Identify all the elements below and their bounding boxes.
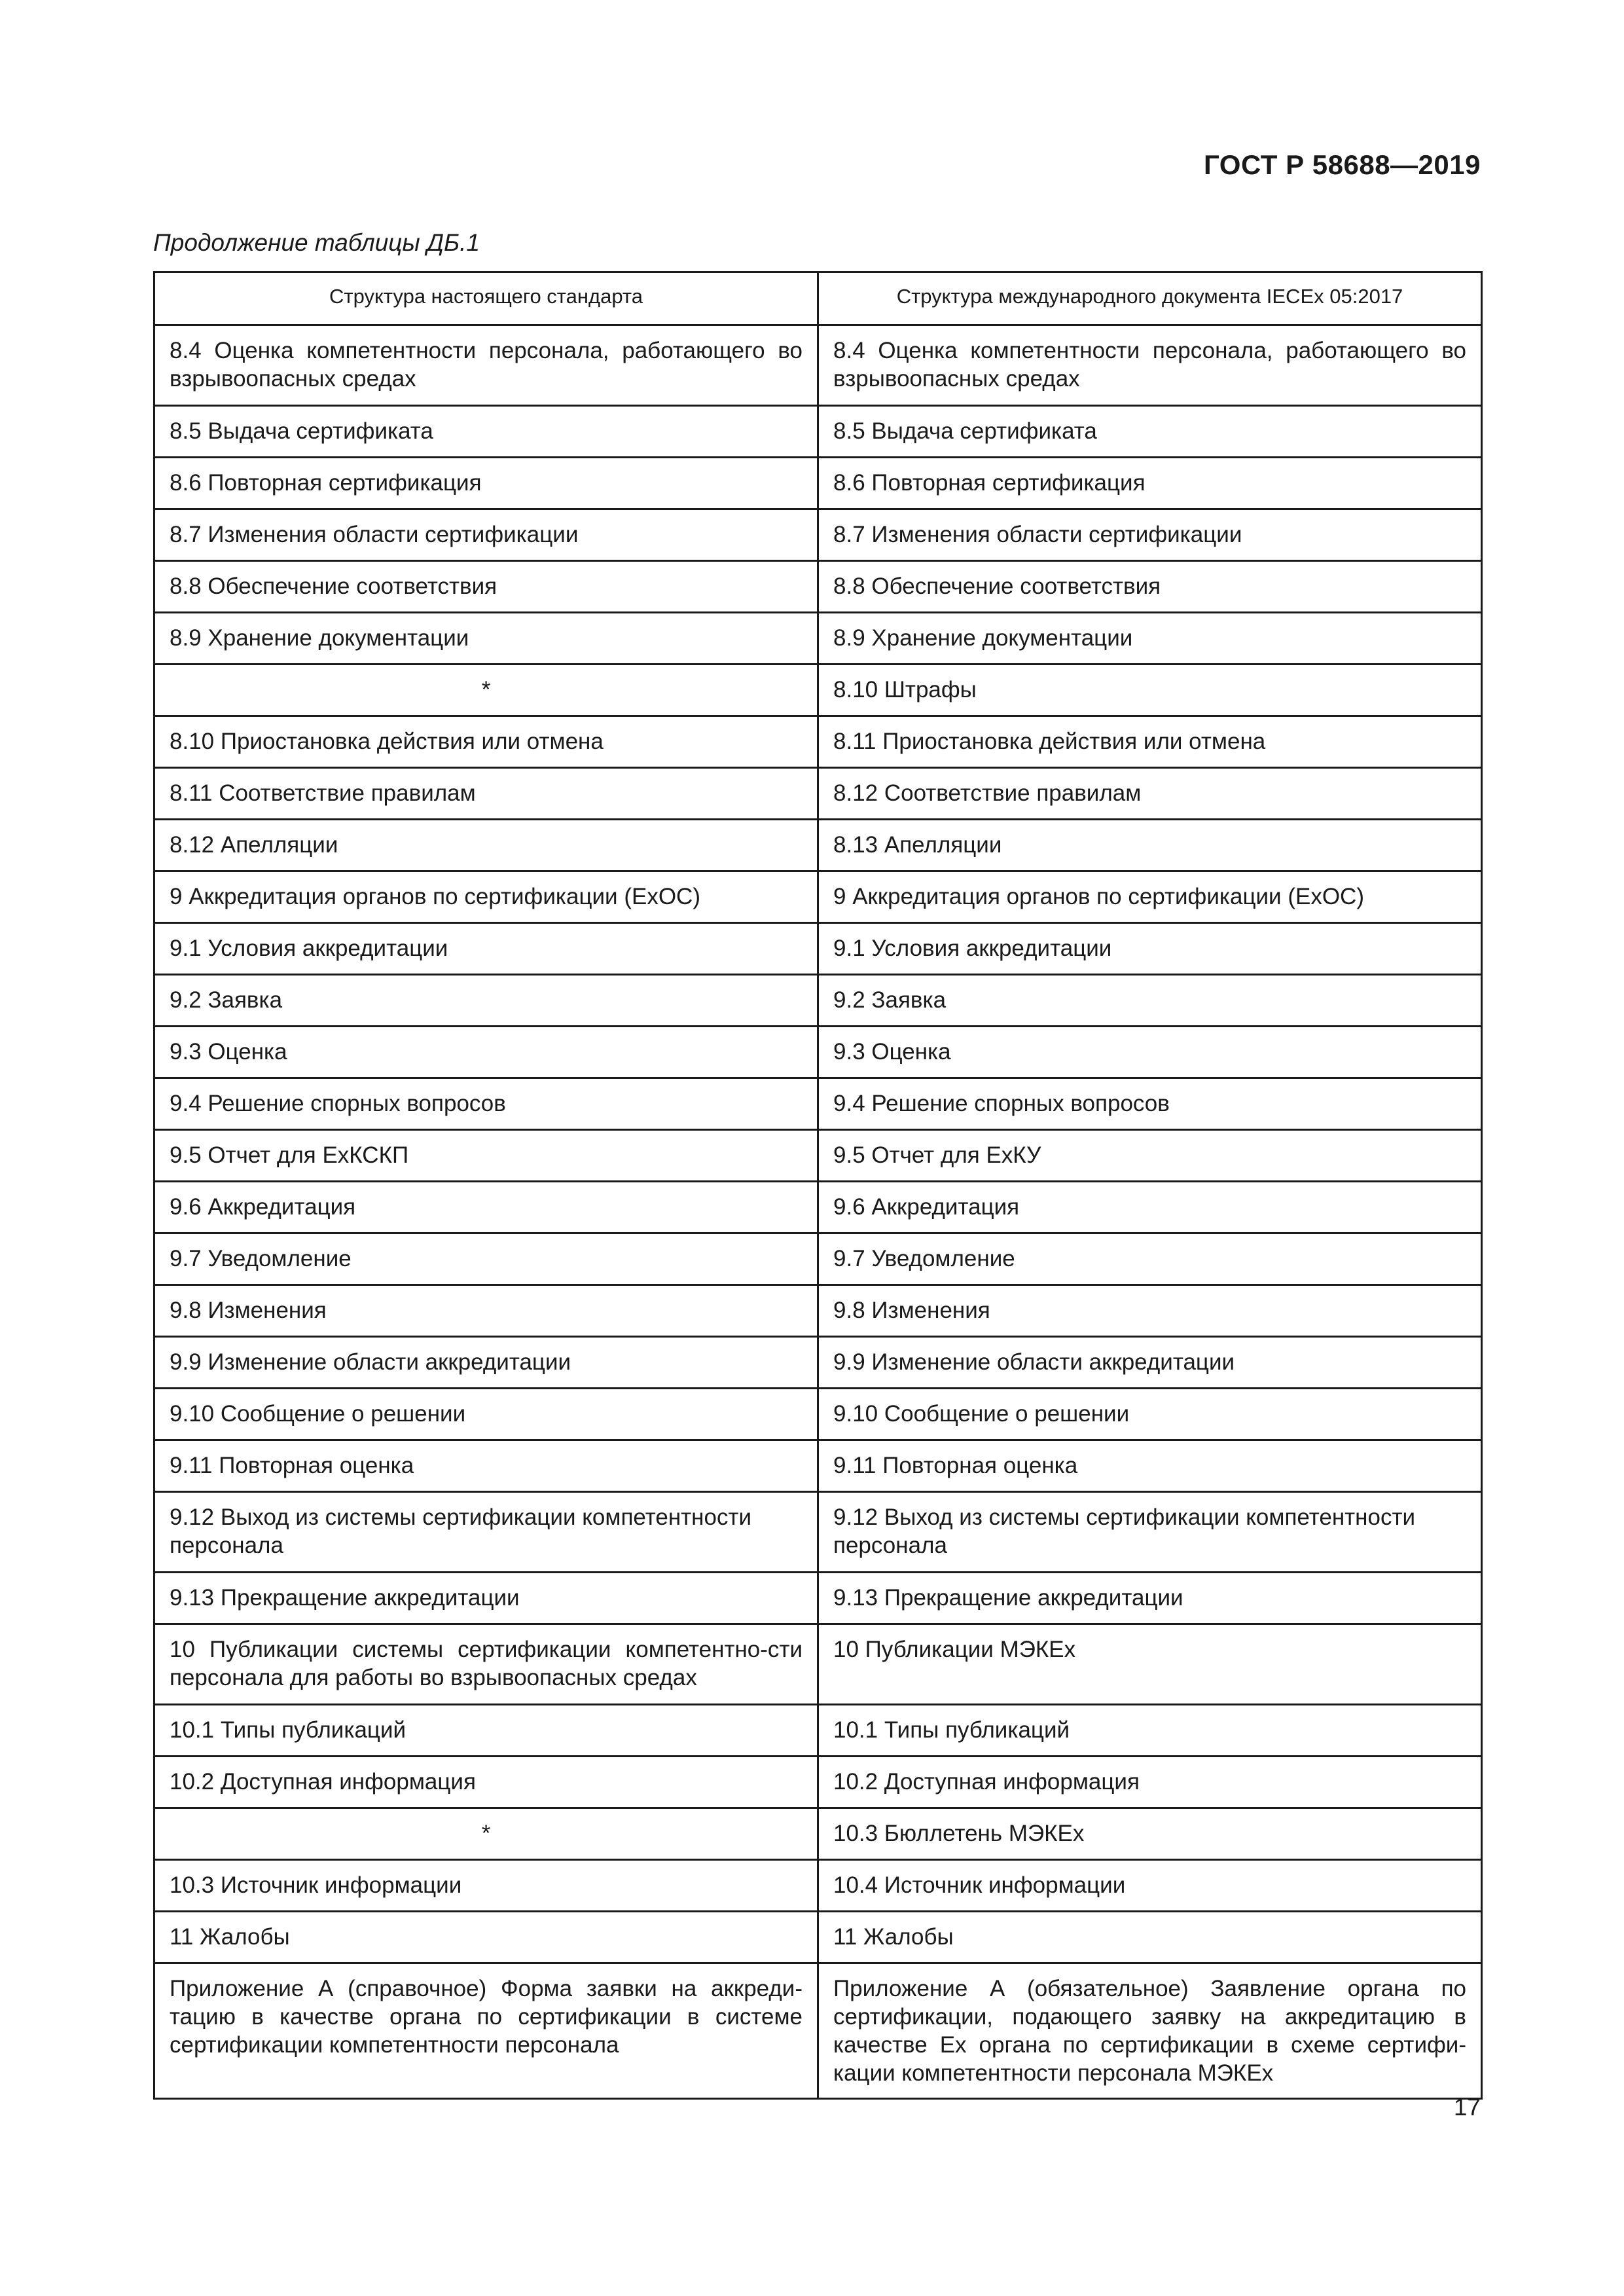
table-row [154, 768, 1482, 820]
cell-international: 8.5 Выдача сертификата [818, 406, 1482, 458]
cell-international: 8.11 Приостановка действия или отмена [818, 716, 1482, 768]
table-row [154, 1078, 1482, 1130]
cell-standard: 9.8 Изменения [154, 1285, 818, 1337]
cell-standard: 8.10 Приостановка действия или отмена [154, 716, 818, 768]
table-row [154, 820, 1482, 871]
table-row [154, 871, 1482, 923]
cell-international: 10.3 Бюллетень МЭКЕx [818, 1808, 1482, 1860]
table-row [154, 1573, 1482, 1624]
cell-international: 8.9 Хранение документации [818, 613, 1482, 665]
cell-international: 9.7 Уведомление [818, 1233, 1482, 1285]
table-row [154, 1027, 1482, 1078]
cell-international: 8.7 Изменения области сертификации [818, 509, 1482, 561]
cell-standard: 8.9 Хранение документации [154, 613, 818, 665]
table-row [154, 1440, 1482, 1492]
table-caption: Продолжение таблицы ДБ.1 [153, 229, 480, 256]
cell-standard: 9.1 Условия аккредитации [154, 923, 818, 975]
cell-international: 10.2 Доступная информация [818, 1757, 1482, 1808]
cell-standard: Приложение А (справочное) Форма заявки на аккреди-тацию в качестве органа по сертификации в системе сертификации компетентности персонала [154, 1963, 818, 2099]
table-row [154, 1624, 1482, 1705]
cell-standard: 8.5 Выдача сертификата [154, 406, 818, 458]
cell-international: 9.5 Отчет для ExКУ [818, 1130, 1482, 1182]
document-code: ГОСТ Р 58688—2019 [1204, 149, 1481, 180]
cell-international: 8.6 Повторная сертификация [818, 458, 1482, 509]
cell-standard: 9.6 Аккредитация [154, 1182, 818, 1233]
table-row [154, 1963, 1482, 2099]
cell-standard: 9.13 Прекращение аккредитации [154, 1573, 818, 1624]
table-row [154, 1130, 1482, 1182]
cell-international: 8.13 Апелляции [818, 820, 1482, 871]
cell-standard-absent: * [154, 1808, 818, 1860]
table-row [154, 613, 1482, 665]
cell-international: 9.1 Условия аккредитации [818, 923, 1482, 975]
table-row [154, 561, 1482, 613]
table-row [154, 716, 1482, 768]
cell-international: 10.1 Типы публикаций [818, 1705, 1482, 1757]
cell-standard: 10.1 Типы публикаций [154, 1705, 818, 1757]
cell-standard: 9.4 Решение спорных вопросов [154, 1078, 818, 1130]
cell-international: 9.13 Прекращение аккредитации [818, 1573, 1482, 1624]
cell-standard: 9.10 Сообщение о решении [154, 1389, 818, 1440]
cell-international: 9.9 Изменение области аккредитации [818, 1337, 1482, 1389]
cell-international: Приложение А (обязательное) Заявление органа по сертификации, подающего заявку на аккредитацию в качестве Ex органа по сертификации в схеме сертифи-кации компетентности персонала МЭКЕx [818, 1963, 1482, 2099]
table-row [154, 406, 1482, 458]
cell-standard: 9.9 Изменение области аккредитации [154, 1337, 818, 1389]
table-row [154, 975, 1482, 1027]
table-row [154, 458, 1482, 509]
page-number: 17 [1453, 2094, 1481, 2121]
cell-standard: 9 Аккредитация органов по сертификации (ExOC) [154, 871, 818, 923]
cell-standard: 9.2 Заявка [154, 975, 818, 1027]
cell-international: 9.11 Повторная оценка [818, 1440, 1482, 1492]
table-row [154, 1808, 1482, 1860]
cell-standard: 10.3 Источник информации [154, 1860, 818, 1912]
cell-international: 10 Публикации МЭКЕx [818, 1624, 1482, 1705]
cell-international: 9.4 Решение спорных вопросов [818, 1078, 1482, 1130]
cell-international: 9.2 Заявка [818, 975, 1482, 1027]
cell-standard: 8.6 Повторная сертификация [154, 458, 818, 509]
cell-standard: 11 Жалобы [154, 1912, 818, 1963]
cell-standard: 8.8 Обеспечение соответствия [154, 561, 818, 613]
cell-international: 11 Жалобы [818, 1912, 1482, 1963]
cell-international: 10.4 Источник информации [818, 1860, 1482, 1912]
cell-standard: 9.3 Оценка [154, 1027, 818, 1078]
table-row [154, 325, 1482, 406]
table-row [154, 1757, 1482, 1808]
cell-standard: 8.7 Изменения области сертификации [154, 509, 818, 561]
cell-standard: 9.12 Выход из системы сертификации компетентности персонала [154, 1492, 818, 1573]
cell-international: 8.10 Штрафы [818, 665, 1482, 716]
table-row [154, 1233, 1482, 1285]
cell-standard: 9.5 Отчет для ExКСКП [154, 1130, 818, 1182]
cell-standard: 8.12 Апелляции [154, 820, 818, 871]
cell-standard: 8.4 Оценка компетентности персонала, работающего во взрывоопасных средах [154, 325, 818, 406]
cell-standard: 8.11 Соответствие правилам [154, 768, 818, 820]
cell-international: 9.10 Сообщение о решении [818, 1389, 1482, 1440]
table-row [154, 1182, 1482, 1233]
column-header-international: Структура международного документа IECEx 05:2017 [818, 272, 1482, 325]
cell-international: 9.8 Изменения [818, 1285, 1482, 1337]
cell-standard: 10 Публикации системы сертификации компетентно-сти персонала для работы во взрывоопасных средах [154, 1624, 818, 1705]
table-row [154, 1285, 1482, 1337]
cell-international: 8.12 Соответствие правилам [818, 768, 1482, 820]
cell-standard-absent: * [154, 665, 818, 716]
cell-standard: 9.11 Повторная оценка [154, 1440, 818, 1492]
table-row [154, 1389, 1482, 1440]
table-row [154, 1912, 1482, 1963]
table-row [154, 1860, 1482, 1912]
comparison-table [153, 271, 1483, 2100]
cell-international: 9.6 Аккредитация [818, 1182, 1482, 1233]
table-row [154, 1492, 1482, 1573]
cell-international: 8.8 Обеспечение соответствия [818, 561, 1482, 613]
cell-international: 9 Аккредитация органов по сертификации (ExOC) [818, 871, 1482, 923]
table-header-row [154, 272, 1482, 325]
column-header-standard: Структура настоящего стандарта [154, 272, 818, 325]
cell-standard: 9.7 Уведомление [154, 1233, 818, 1285]
table-row [154, 1705, 1482, 1757]
table-row [154, 665, 1482, 716]
cell-standard: 10.2 Доступная информация [154, 1757, 818, 1808]
table-row [154, 923, 1482, 975]
cell-international: 8.4 Оценка компетентности персонала, работающего во взрывоопасных средах [818, 325, 1482, 406]
cell-international: 9.3 Оценка [818, 1027, 1482, 1078]
table-row [154, 1337, 1482, 1389]
table-row [154, 509, 1482, 561]
cell-international: 9.12 Выход из системы сертификации компетентности персонала [818, 1492, 1482, 1573]
